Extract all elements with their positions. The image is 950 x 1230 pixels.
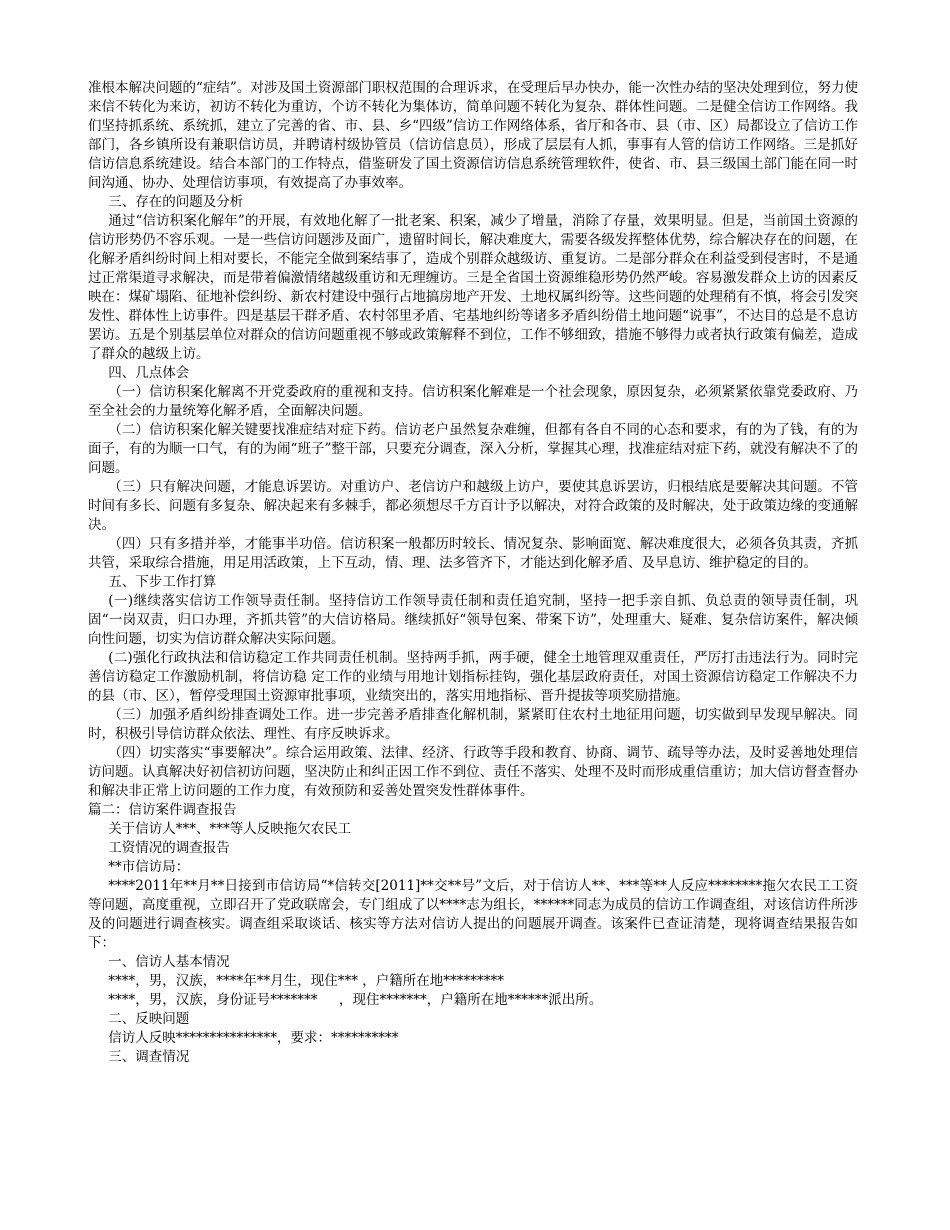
paragraph: 四、几点体会 — [108, 365, 190, 381]
paragraph: 工资情况的调查报告 — [108, 840, 230, 856]
paragraph: 五、下步工作打算 — [108, 574, 217, 590]
paragraph: 篇二：信访案件调查报告 — [88, 802, 237, 818]
paragraph: （三）只有解决问题，才能息诉罢访。对重访户、老信访户和越级上访户，要使其息诉罢访，归根结底是要解决其问题。不管时间有多长、问题有多复杂、解决起来有多棘手，都必须想尽千方百计予以解决，对符合政策的及时解决，处于政策边缘的变通解决。 — [88, 479, 858, 533]
paragraph: 三、调查情况 — [108, 1049, 190, 1065]
paragraph: （四）只有多措并举，才能事半功倍。信访积案一般都历时较长、情况复杂、影响面宽、解决难度很大，必须各负其责，齐抓共管，采取综合措施，用足用活政策，上下互动，情、理、法多管齐下，才能达到化解矛盾、及早息访、维护稳定的目的。 — [88, 536, 858, 571]
paragraph: (一)继续落实信访工作领导责任制。坚持信访工作领导责任制和责任追究制，坚持一把手亲自抓、负总责的领导责任制，巩固“一岗双责，归口办理，齐抓共管”的大信访格局。继续抓好“领导包案、带案下访”，处理重大、疑难、复杂信访案件，解决倾向性问题，切实为信访群众解决实际问题。 — [88, 593, 858, 647]
paragraph: ****，男，汉族，身份证号******* ，现住*******，户籍所在地******派出所。 — [108, 992, 603, 1008]
paragraph: 信访人反映***************，要求：********** — [108, 1030, 399, 1046]
document-body — [88, 79, 858, 1067]
paragraph: （三）加强矛盾纠纷排查调处工作。进一步完善矛盾排查化解机制，紧紧盯住农村土地征用问题，切实做到早发现早解决。同时，积极引导信访群众依法、理性、有序反映诉求。 — [88, 707, 858, 742]
paragraph: **市信访局： — [108, 859, 190, 875]
paragraph: 关于信访人***、***等人反映拖欠农民工 — [108, 821, 352, 837]
paragraph: （二）信访积案化解关键要找准症结对症下药。信访老户虽然复杂难缠，但都有各自不同的心态和要求，有的为了钱，有的为面子，有的为顺一口气，有的为闹“班子”整干部，只要充分调查，深入分析，掌握其心理，找准症结对症下药，就没有解决不了的问题。 — [88, 422, 858, 476]
paragraph: （四）切实落实“事要解决”。综合运用政策、法律、经济、行政等手段和教育、协商、调节、疏导等办法，及时妥善地处理信访问题。认真解决好初信初访问题，坚决防止和纠正因工作不到位、责任不落实、处理不及时而形成重信重访；加大信访督查督办和解决非正常上访问题的工作力度，有效预防和妥善处置突发性群体事件。 — [88, 745, 858, 799]
paragraph: （一）信访积案化解离不开党委政府的重视和支持。信访积案化解难是一个社会现象，原因复杂，必须紧紧依靠党委政府、乃至全社会的力量统筹化解矛盾，全面解决问题。 — [88, 384, 858, 419]
paragraph: ****，男，汉族，****年**月生，现住*** ，户籍所在地********* — [108, 973, 505, 989]
paragraph: 通过“信访积案化解年”的开展，有效地化解了一批老案、积案，减少了增量，消除了存量，效果明显。但是，当前国土资源的信访形势仍不容乐观。一是一些信访问题涉及面广，遗留时间长，解决难度大，需要各级发挥整体优势，综合解决存在的问题，在化解矛盾纠纷时间上相对要长，不能完全做到案结事了，造成个别群众越级访、重复访。二是部分群众在利益受到侵害时，不是通过正常渠道寻求解决，而是带着偏激情绪越级重访和无理缠访。三是全省国土资源维稳形势仍然严峻。容易激发群众上访的因素反映在：煤矿塌陷、征地补偿纠纷、新农村建设中强行占地搞房地产开发、土地权属纠纷等。这些问题的处理稍有不慎，将会引发突发性、群体性上访事件。四是基层干群矛盾、农村邻里矛盾、宅基地纠纷等诸多矛盾纠纷借土地问题“说事”，不达目的总是不息访罢访。五是个别基层单位对群众的信访问题重视不够或政策解释不到位，工作不够细致，措施不够得力或者执行政策有偏差，造成了群众的越级上访。 — [88, 213, 858, 362]
paragraph: 准根本解决问题的“症结”。对涉及国土资源部门职权范围的合理诉求，在受理后早办快办，能一次性办结的坚决处理到位，努力使来信不转化为来访，初访不转化为重访，个访不转化为集体访，简单问题不转化为复杂、群体性问题。二是健全信访工作网络。我们坚持抓系统、系统抓，建立了完善的省、市、县、乡“四级”信访工作网络体系，省厅和各市、县（市、区）局都设立了信访工作部门，各乡镇所设有兼职信访员，并聘请村级协管员（信访信息员），形成了层层有人抓，事事有人管的信访工作网络。三是抓好信访信息系统建设。结合本部门的工作特点，借鉴研发了国土资源信访信息系统管理软件，使省、市、县三级国土部门能在同一时间沟通、协办、处理信访事项，有效提高了办事效率。 — [88, 80, 858, 191]
paragraph: (二)强化行政执法和信访稳定工作共同责任机制。坚持两手抓，两手硬，健全土地管理双重责任，严厉打击违法行为。同时完善信访稳定工作激励机制，将信访稳 定工作的业绩与用地计划指标挂钩，强化基层政府责任，对国土资源信访稳定工作解决不力的县（市、区），暂停受理国土资源审批事项，业绩突出的，落实用地指标、晋升提拔等项奖励措施。 — [88, 650, 858, 704]
paragraph: 一、信访人基本情况 — [108, 954, 230, 970]
paragraph: 三、存在的问题及分析 — [108, 194, 244, 210]
paragraph: 二、反映问题 — [108, 1011, 190, 1027]
paragraph: ****2011年**月**日接到市信访局“*信转交[2011]**交**号”文后，对于信访人**、***等**人反应********拖欠农民工工资等问题，高度重视，立即召开了党政联席会，专门组成了以****志为组长，******同志为成员的信访工作调查组，对该信访件所涉及的问题进行调查核实。调查组采取谈话、核实等方法对信访人提出的问题展开调查。该案件已查证清楚，现将调查结果报告如下： — [88, 878, 858, 951]
